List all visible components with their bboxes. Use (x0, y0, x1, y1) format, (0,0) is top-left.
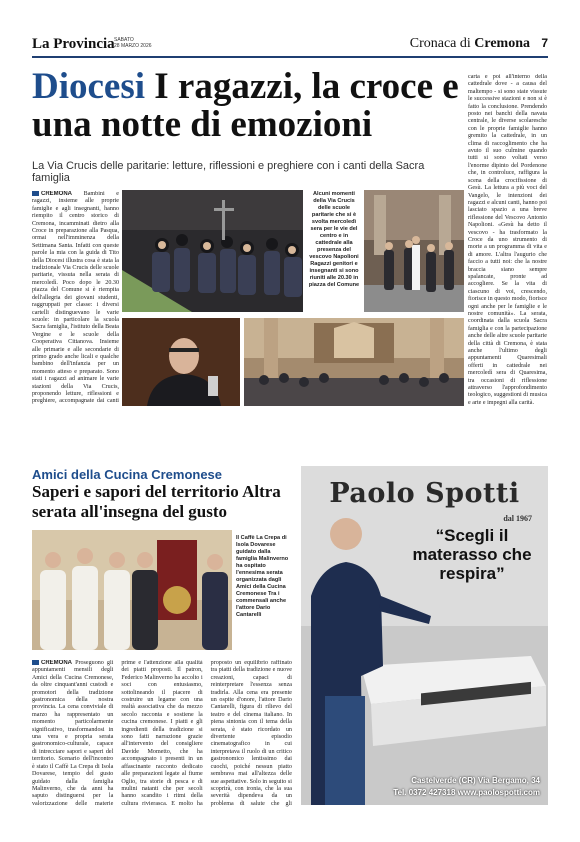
section-title (410, 36, 530, 52)
masthead (32, 38, 548, 52)
photo-cathedral-nave (244, 318, 464, 406)
article-headline (32, 68, 464, 144)
article-body-right: carta e poi all'interno della cattedrale dove - a causa del maltempo - si sono state vissute le successive stazioni e non si è fatto la conclusione. Prendendo posto nei banchi della navata centrale, le diverse scolaresche con le proprie famiglie hanno gremito la cattedrale, in un clima di raccoglimento che ha avuto il suo culmine quando tutti si sono voltati verso l'enorme dipinto del Pordenone che, in controluce, raffigura la scena della crocifissione di Gesù. La lettura a più voci del Vangelo, le intenzioni dei ragazzi e alcuni canti, hanno poi lasciato spazio a una breve riflessione del Vescovo Antonio Napolioni. «Gesù ha detto il vescovo - ha trasformato la Croce da uno strumento di morte a un programma di vita e di amore. L'altra l'augurio che faccio a tutti noi: che la nostre braccia siano sempre spalancate, pronte ad accogliere. Se la vita di ciascuno di voi, crescendo, fiorisce in questo modo, fiorisce ogni anche per le famiglie e le nostre comunità». La serata, coordinata dalla scuola Sacra famiglia e con la partecipazione anche delle altre scuole paritarie della città di Cremona, è stata anche l'ultimo degli appuntamenti Quaresimali offerti in cattedrale nei mercoledì sera di Quaresima, tra occasioni di riflessione attraverso l'approfondimento teologico, suggestioni di musica e arte e impegni alla carità. (468, 74, 547, 406)
square-marker-icon (32, 191, 39, 196)
headline-title: I ragazzi, la croce e una notte di emozioni (32, 66, 459, 145)
article2-headline: Saperi e sapori del territorio Altra serata all'insegna del gusto (32, 482, 281, 521)
section-city: Cremona (474, 36, 530, 51)
photo-chefs-group (32, 530, 232, 650)
ad-address: Castelverde (CR) Via Bergamo, 34 (411, 776, 540, 785)
article2-city: CREMONA (41, 660, 72, 666)
photo-caption: Alcuni momenti della Via Crucis delle scuole paritarie che si è svolta mercoledì sera per le vie del centro e in cattedrale alla presenza del vescovo Napolioni Ragazzi genitori e insegnanti si sono riuniti alle 20.30 in piazza del Comune (308, 191, 360, 288)
issue-day: SABATO (114, 37, 134, 43)
article-city: CREMONA (41, 191, 72, 197)
ad-slogan: “Scegli il materasso che respira” (412, 526, 532, 583)
ad-brand: Paolo Spotti (329, 478, 520, 509)
square-marker-icon (32, 660, 39, 665)
article2-text: Proseguono gli appuntamenti mensili degli Amici della Cucina Cremonese, da oltre cinquant'anni custodi e promotori della tradizione gastronomica della nostra provincia. La cena conviviale di marzo ha rappresentato un momento particolarmente significativo, trasformandosi in una vera e propria serata gastronomico-culturale, capace di intrecciare sapori e saperi del territorio. Scenario dell'incontro è stato il Caffè La Crepa di Isola Dovarese, tempio del gusto guidato dalla famiglia Malinverno, che da anni ha saputo distinguersi per la valorizzazione delle materie prime e l'attenzione alla qualità dei piatti proposti. Il patron, Federico Malinverno ha accolto i soci con entusiasmo, sottolineando il piacere di costruire un legame con una realtà associativa che da mezzo secolo racconta e sostiene la cucina cremonese. I piatti e gli ingredienti della tradizione si sono fatti narrazione grazie all'intervento del consigliere Davide Mometto, che ha accompagnato i presenti in un affascinante racconto dedicato alle preparazioni legate al fiume Oglio, tra storie di pesca e di mulini natanti che per secoli hanno scandito i ritmi della cultura rivierasca. E molto ha proposto un equilibrio raffinato tra piatti della tradizione e nuove creazioni, capaci di reinterpretare l'essenza senza tradirla. Alla cena era presente un ospite d'onore, l'attore Dario Cantarelli, figura di rilievo del teatro e del cinema italiano. In piena sintonia con il tema della serata, è stato ricordato un divertente episodio cinematografico in cui interpretava il ruolo di un critico gastronomico lentissimo dai cuochi, poiché nessun piatto sembrava mai all'altezza delle sue aspettative. Solo in seguito si scoprirà, con ironia, che la sua severità dipendeva da un problema di salute che gli (32, 660, 292, 807)
page-number: 7 (541, 36, 548, 50)
section-prefix: Cronaca di (409, 36, 471, 51)
ad-since: dal 1967 (503, 514, 532, 523)
section-kicker: Amici della Cucina Cremonese (32, 467, 223, 482)
article-subtitle: La Via Crucis delle paritarie: letture, riflessioni e preghiere con i canti della Sacra famiglia (32, 160, 425, 184)
newspaper-logo: La Provincia (32, 36, 115, 52)
issue-day-date: 28 MARZO 2026 (114, 43, 152, 49)
photo-caption-2: Il Caffè La Crepa di Isola Dovarese guidato dalla famiglia Malinverno ha ospitato l'ennesima serata organizzata dagli Amici della Cucina Cremonese Tra i commensali anche l'attore Dario Cantarelli (236, 535, 289, 618)
photo-procession (122, 190, 303, 312)
headline-kicker: Diocesi (32, 66, 146, 107)
ad-contact-block (301, 775, 540, 799)
advertisement-paolo-spotti[interactable] (301, 466, 548, 805)
ad-phone-web[interactable]: Tel. 0372 427318 www.paolospotti.com (393, 788, 540, 797)
issue-date (114, 37, 174, 49)
article-body-left (32, 191, 119, 405)
article2-body (32, 660, 292, 812)
photo-cathedral-procession (364, 190, 464, 312)
header-rule (32, 56, 548, 58)
photo-bishop (122, 318, 240, 406)
article-text-left: Bambini e ragazzi, insieme alle proprie famiglie e agli insegnanti, hanno riempito il centro storico di Cremona, incamminati dietro alla Croce in preparazione alla Pasqua, ormai nell'imminenza della Settimana Santa. Infatti con queste parole la mia con la guida di Tito della Diocesi illustra cosa è stata la tradizionale Via Crucis delle scuole paritarie, vissuta nella serata di mercoledì. Poco dopo le 20.30 piazza del Comune si è riempita dell'allegria dei giovani studenti, raggruppati per classe: i diversi cartelli distinguevano le varie scuole: in particolare la scuola Sacra famiglia, l'istituto della Beata Vergine e le scuole della Cooperativa Cittanova. Insieme alle primarie e alle secondarie di primo grado anche licali e qualche bambino dell'infanzia per un momento atteso e preparato. Sono stati i ragazzi ad animare le varie stazioni della Via Crucis, proponendo letture, riflessioni e preghiere, accompagnate dai canti (32, 191, 119, 405)
